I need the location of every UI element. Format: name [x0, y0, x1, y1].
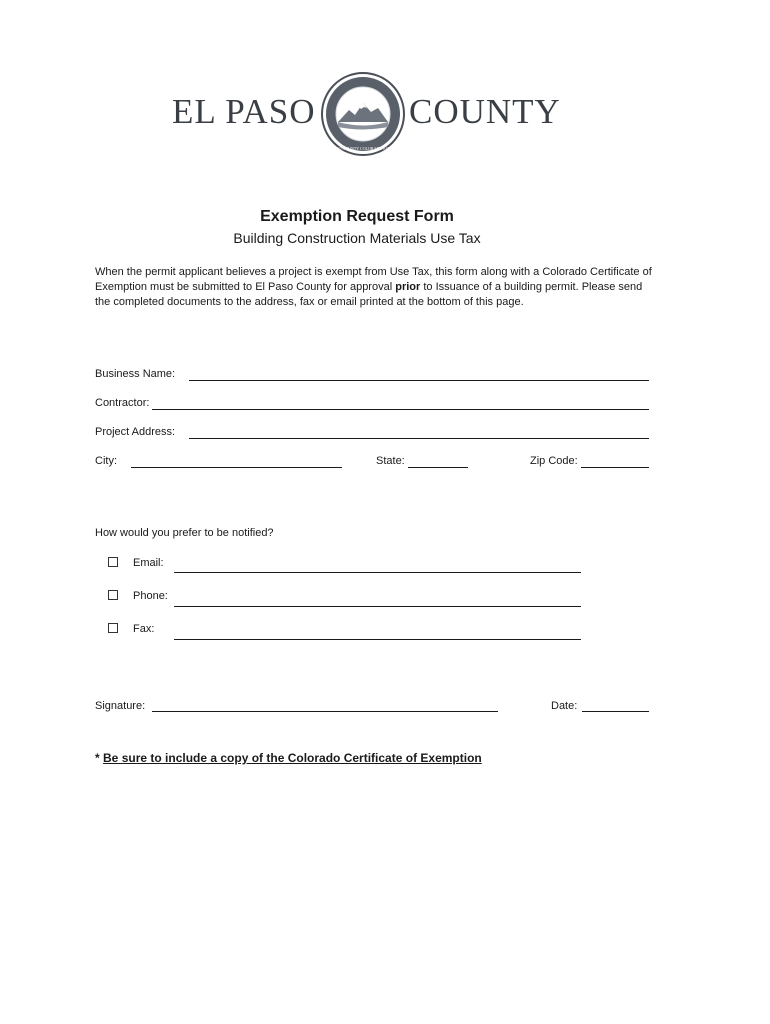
- email-field[interactable]: [174, 572, 581, 573]
- note-star: *: [95, 751, 104, 765]
- contractor-label: Contractor:: [95, 397, 150, 409]
- phone-option-label: Phone:: [133, 590, 168, 602]
- zip-code-label: Zip Code:: [530, 455, 578, 467]
- date-field[interactable]: [582, 711, 649, 712]
- certificate-note: [95, 751, 482, 765]
- zip-code-field[interactable]: [581, 467, 649, 468]
- form-title: Exemption Request Form: [260, 208, 454, 225]
- fax-option-label: Fax:: [133, 623, 155, 635]
- intro-text-2: to Issuance of a building permit. Please send the completed documents to the address, fax or email printed at the bottom of this page.: [95, 281, 643, 308]
- business-name-field[interactable]: [189, 380, 649, 381]
- project-address-label: Project Address:: [95, 426, 176, 438]
- phone-field[interactable]: [174, 606, 581, 607]
- fax-field[interactable]: [174, 639, 581, 640]
- date-label: Date:: [551, 700, 578, 712]
- city-field[interactable]: [131, 467, 342, 468]
- seal-text: EL PASO COUNTY COLORADO EST. 1861: [325, 146, 401, 151]
- logo-text-el-paso: EL PASO: [172, 92, 316, 131]
- county-seal-logo: [321, 72, 405, 156]
- email-checkbox[interactable]: [108, 557, 118, 567]
- signature-field[interactable]: [152, 711, 498, 712]
- business-name-label: Business Name:: [95, 368, 176, 380]
- form-subtitle: Building Construction Materials Use Tax: [233, 230, 481, 246]
- intro-text-1: When the permit applicant believes a project is exempt from Use Tax, this form along with a Colorado Certificate of Exemption must be submitted to El Paso County for approval: [95, 266, 652, 293]
- signature-label: Signature:: [95, 700, 146, 712]
- project-address-field[interactable]: [189, 438, 649, 439]
- note-text: Be sure to include a copy of the Colorado Certificate of Exemption: [103, 751, 482, 765]
- state-label: State:: [376, 455, 405, 467]
- fax-checkbox[interactable]: [108, 623, 118, 633]
- logo-text-county: COUNTY: [409, 92, 561, 131]
- email-option-label: Email:: [133, 557, 164, 569]
- contractor-field[interactable]: [152, 409, 649, 410]
- intro-bold-prior: prior: [395, 281, 421, 293]
- notify-question: How would you prefer to be notified?: [95, 527, 274, 539]
- city-label: City:: [95, 455, 117, 467]
- phone-checkbox[interactable]: [108, 590, 118, 600]
- state-field[interactable]: [408, 467, 468, 468]
- intro-paragraph: [95, 265, 655, 310]
